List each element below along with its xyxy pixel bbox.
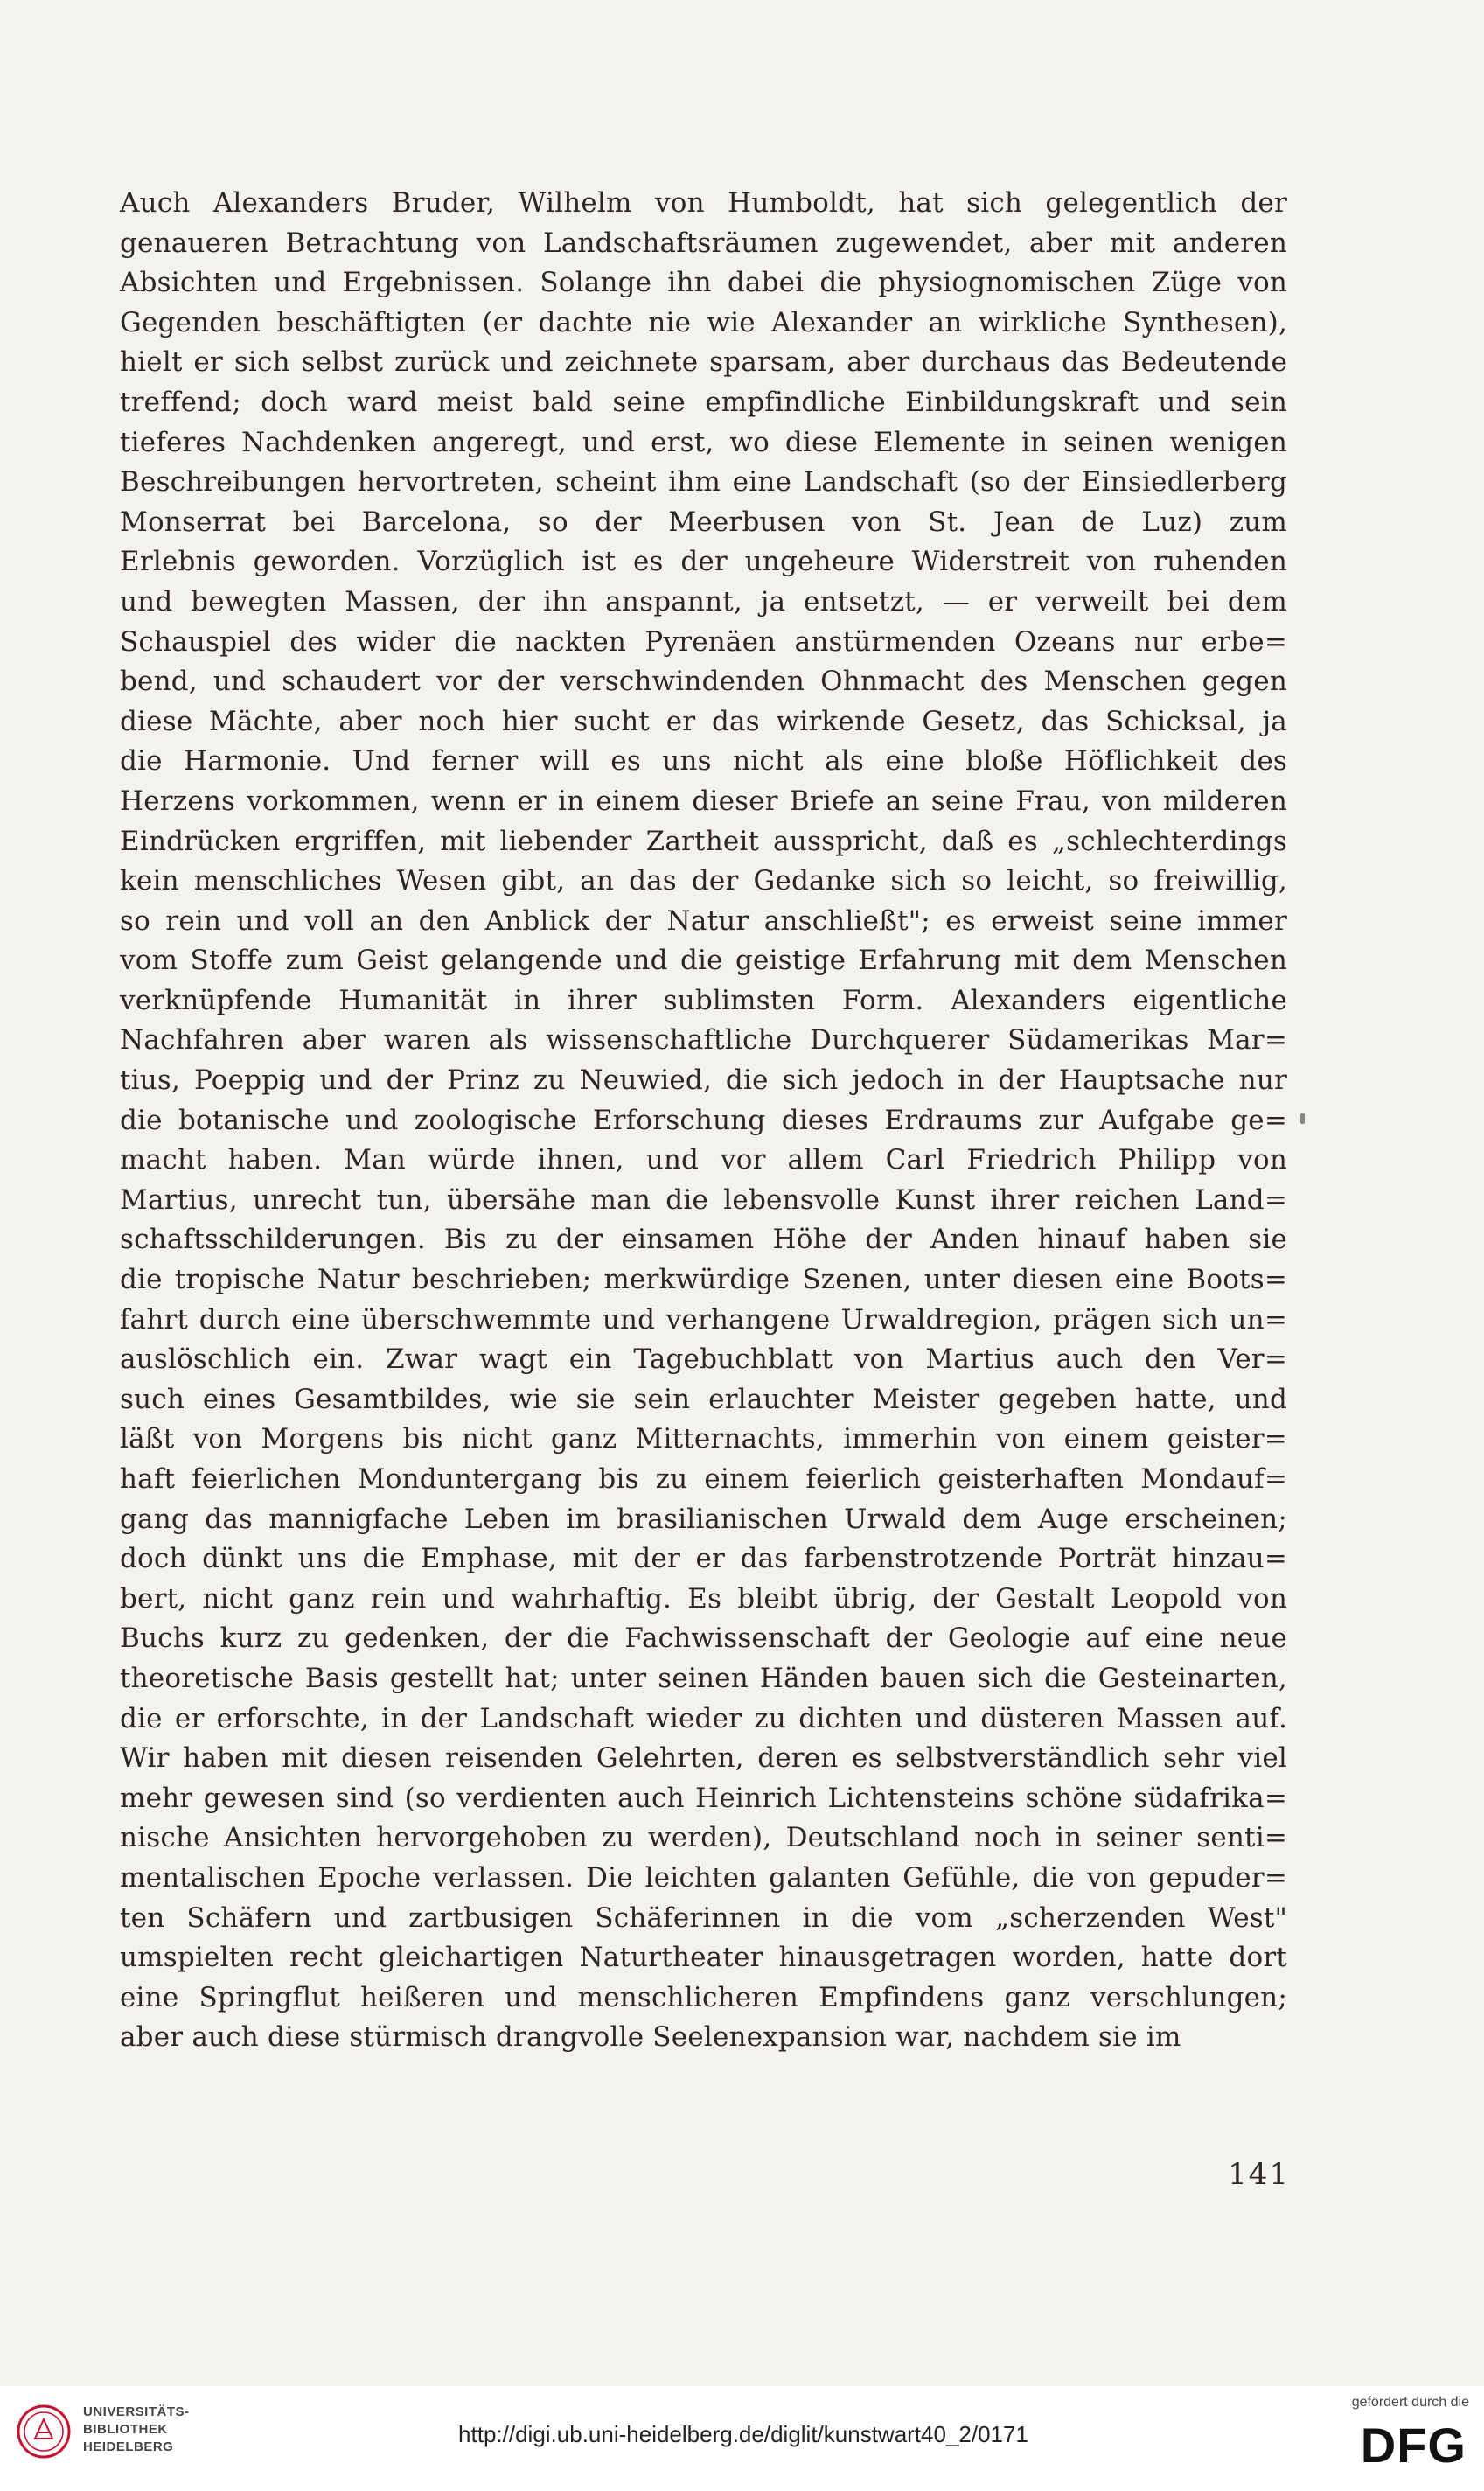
university-name-line: UNIVERSITÄTS- <box>83 2404 190 2419</box>
text-line: tieferes Nachdenken angeregt, und erst, wo diese Elemente in seinen wenigen <box>120 426 1287 458</box>
text-line: Nachfahren aber waren als wissenschaftliche Durchquerer Südamerikas Mar= <box>120 1024 1287 1057</box>
text-line: Gegenden beschäftigten (er dachte nie wie Alexander an wirkliche Synthesen), <box>120 306 1287 338</box>
text-line: schaftsschilderungen. Bis zu der einsamen Höhe der Anden hinauf haben sie <box>120 1224 1287 1256</box>
text-line: vom Stoffe zum Geist gelangende und die geistige Erfahrung mit dem Menschen <box>120 945 1287 977</box>
text-line: die Harmonie. Und ferner will es uns nicht als eine bloße Höflichkeit des <box>120 745 1287 778</box>
text-line: tius, Poeppig und der Prinz zu Neuwied, die sich jedoch in der Hauptsache nur <box>120 1064 1287 1097</box>
text-line: Absichten und Ergebnissen. Solange ihn dabei die physiognomischen Züge von <box>120 267 1287 299</box>
text-line: diese Mächte, aber noch hier sucht er das wirkende Gesetz, das Schicksal, ja <box>120 705 1287 737</box>
text-line: Beschreibungen hervortreten, scheint ihm eine Landschaft (so der Einsiedlerberg <box>120 466 1287 499</box>
text-line: treffend; doch ward meist bald seine empfindliche Einbildungskraft und sein <box>120 386 1287 418</box>
text-line: Monserrat bei Barcelona, so der Meerbusen von St. Jean de Luz) zum <box>120 506 1287 538</box>
text-line: auslöschlich ein. Zwar wagt ein Tagebuchblatt von Martius auch den Ver= <box>120 1343 1287 1376</box>
text-line: die tropische Natur beschrieben; merkwürdige Szenen, unter diesen eine Boots= <box>120 1264 1287 1296</box>
text-line: und bewegten Massen, der ihn anspannt, ja entsetzt, — er verweilt bei dem <box>120 585 1287 618</box>
text-line: Buchs kurz zu gedenken, der die Fachwissenschaft der Geologie auf eine neue <box>120 1622 1287 1655</box>
text-line: so rein und voll an den Anblick der Natur anschließt"; es erweist seine immer <box>120 904 1287 937</box>
text-line: Auch Alexanders Bruder, Wilhelm von Humboldt, hat sich gelegentlich der <box>120 187 1287 219</box>
source-url-link[interactable]: http://digi.ub.uni-heidelberg.de/diglit/kunstwart40_2/0171 <box>458 2421 1028 2447</box>
university-name-line: HEIDELBERG <box>83 2439 174 2454</box>
text-line: Wir haben mit diesen reisenden Gelehrten, deren es selbstverständlich sehr viel <box>120 1742 1287 1775</box>
text-line: gang das mannigfache Leben im brasilianischen Urwald dem Auge erscheinen; <box>120 1503 1287 1535</box>
text-line: die botanische und zoologische Erforschung dieses Erdraums zur Aufgabe ge= <box>120 1104 1287 1136</box>
university-seal-icon <box>16 2404 72 2460</box>
text-line: fahrt durch eine überschwemmte und verhangene Urwaldregion, prägen sich un= <box>120 1303 1287 1336</box>
text-line: theoretische Basis gestellt hat; unter seinen Händen bauen sich die Gesteinarten, <box>120 1662 1287 1694</box>
text-line: kein menschliches Wesen gibt, an das der Gedanke sich so leicht, so freiwillig, <box>120 865 1287 897</box>
page-number: 141 <box>1228 2157 1290 2192</box>
text-line: Martius, unrecht tun, übersähe man die lebensvolle Kunst ihrer reichen Land= <box>120 1183 1287 1216</box>
university-name-line: BIBLIOTHEK <box>83 2422 168 2437</box>
text-line: mehr gewesen sind (so verdienten auch Heinrich Lichtensteins schöne südafrika= <box>120 1782 1287 1814</box>
university-name <box>83 2404 190 2456</box>
text-line: die er erforschte, in der Landschaft wieder zu dichten und düsteren Massen auf. <box>120 1702 1287 1734</box>
text-line: Schauspiel des wider die nackten Pyrenäen anstürmenden Ozeans nur erbe= <box>120 625 1287 658</box>
text-line: macht haben. Man würde ihnen, und vor allem Carl Friedrich Philipp von <box>120 1144 1287 1176</box>
text-line: doch dünkt uns die Emphase, mit der er das farbenstrotzende Porträt hinzau= <box>120 1543 1287 1575</box>
text-line: umspielten recht gleichartigen Naturtheater hinausgetragen worden, hatte dort <box>120 1942 1287 1974</box>
margin-mark <box>1300 1113 1305 1124</box>
text-line: bert, nicht ganz rein und wahrhaftig. Es bleibt übrig, der Gestalt Leopold von <box>120 1582 1287 1615</box>
page-body-text <box>120 184 1287 2058</box>
text-line: Eindrücken ergriffen, mit liebender Zartheit ausspricht, daß es „schlechterdings <box>120 825 1287 857</box>
text-line: Herzens vorkommen, wenn er in einem dieser Briefe an seine Frau, von milderen <box>120 785 1287 817</box>
text-line: bend, und schaudert vor der verschwindenden Ohnmacht des Menschen gegen <box>120 666 1287 698</box>
text-line: Erlebnis geworden. Vorzüglich ist es der ungeheure Widerstreit von ruhenden <box>120 546 1287 578</box>
text-line: haft feierlichen Monduntergang bis zu einem feierlich geisterhaften Mondauf= <box>120 1463 1287 1495</box>
dfg-logo: DFG <box>1360 2418 1467 2473</box>
text-line: mentalischen Epoche verlassen. Die leichten galanten Gefühle, die von gepuder= <box>120 1861 1287 1894</box>
text-line: nische Ansichten hervorgehoben zu werden), Deutschland noch in seiner senti= <box>120 1822 1287 1854</box>
funder-label: gefördert durch die <box>1351 2395 1469 2410</box>
text-line: ten Schäfern und zartbusigen Schäferinnen in die vom „scherzenden West" <box>120 1901 1287 1934</box>
text-line: läßt von Morgens bis nicht ganz Mitternachts, immerhin von einem geister= <box>120 1423 1287 1455</box>
text-line: aber auch diese stürmisch drangvolle Seelenexpansion war, nachdem sie im <box>120 2021 1181 2054</box>
text-line: eine Springflut heißeren und menschlicheren Empfindens ganz verschlungen; <box>120 1981 1287 2013</box>
text-line: hielt er sich selbst zurück und zeichnete sparsam, aber durchaus das Bedeutende <box>120 346 1287 379</box>
text-line: verknüpfende Humanität in ihrer sublimsten Form. Alexanders eigentliche <box>120 984 1287 1016</box>
text-line: genaueren Betrachtung von Landschaftsräumen zugewendet, aber mit anderen <box>120 227 1287 259</box>
text-line: such eines Gesamtbildes, wie sie sein erlauchter Meister gegeben hatte, und <box>120 1383 1287 1415</box>
